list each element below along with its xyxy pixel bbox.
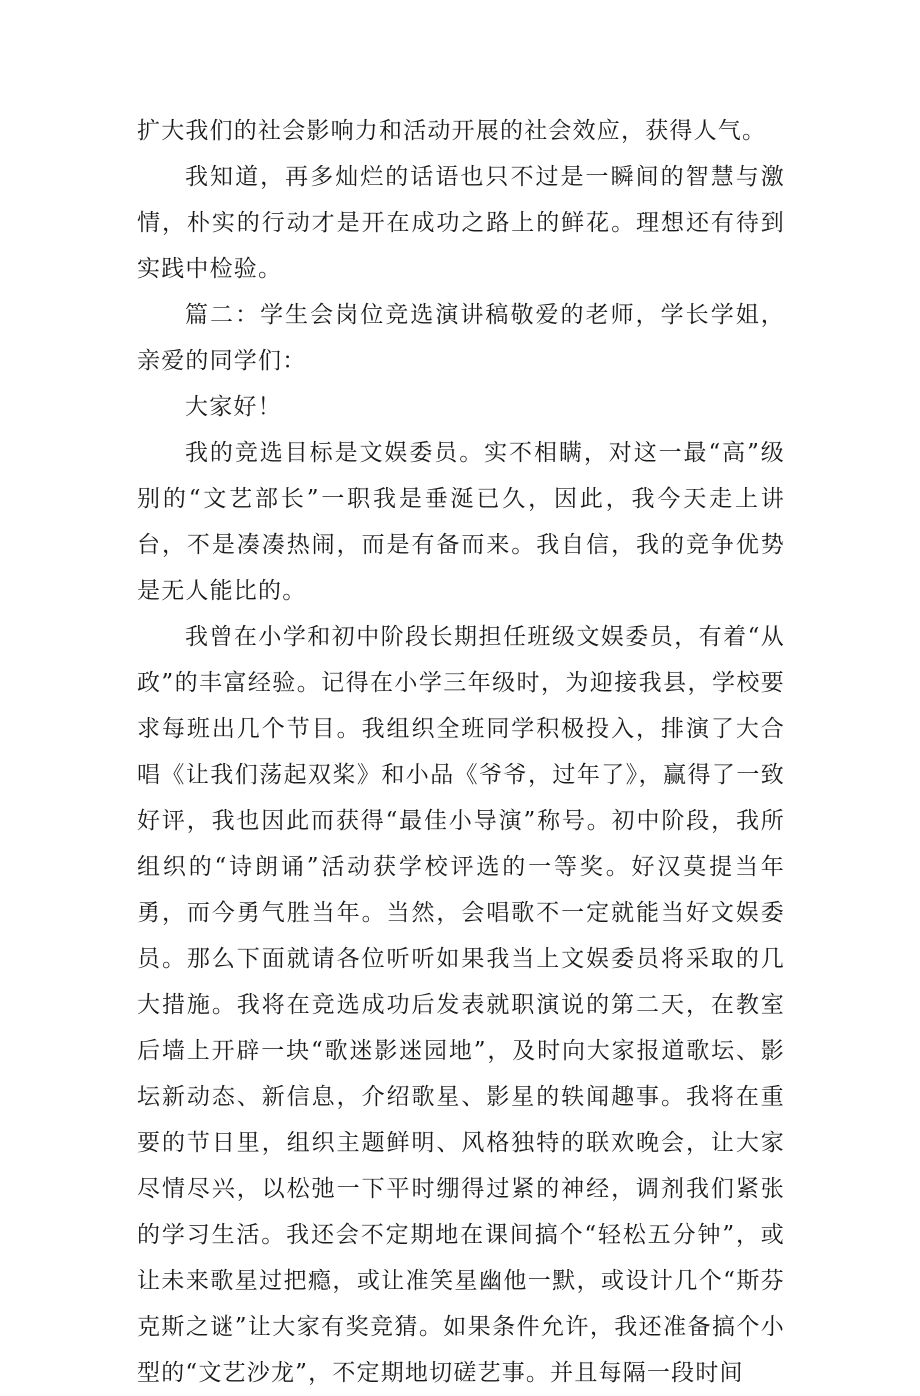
paragraph-continuation: 扩大我们的社会影响力和活动开展的社会效应，获得人气。 bbox=[137, 118, 767, 144]
paragraph-action: 我知道，再多灿烂的话语也只不过是一瞬间的智慧与激情，朴实的行动才是开在成功之路上的鲜花。理想还有待到实践中检验。 bbox=[137, 164, 785, 282]
paragraph-experience: 我曾在小学和初中阶段长期担任班级文娱委员，有着“从政”的丰富经验。记得在小学三年级时，为迎接我县，学校要求每班出几个节目。我组织全班同学积极投入，排演了大合唱《让我们荡起双桨》和小品《爷爷，过年了》，赢得了一致好评，我也因此而获得“最佳小导演”称号。初中阶段，我所组织的“诗朗诵”活动获学校评选的一等奖。好汉莫提当年勇，而今勇气胜当年。当然，会唱歌不一定就能当好文娱委员。那么下面就请各位听听如果我当上文娱委员将采取的几大措施。我将在竞选成功后发表就职演说的第二天，在教室后墙上开辟一块“歌迷影迷园地”，及时向大家报道歌坛、影坛新动态、新信息，介绍歌星、影星的轶闻趣事。我将在重要的节日里，组织主题鲜明、风格独特的联欢晚会，让大家尽情尽兴，以松弛一下平时绷得过紧的神经，调剂我们紧张的学习生活。我还会不定期地在课间搞个“轻松五分钟”，或让未来歌星过把瘾，或让准笑星幽他一默，或设计几个“斯芬克斯之谜”让大家有奖竞猜。如果条件允许，我还准备搞个小型的“文艺沙龙”，不定期地切磋艺事。并且每隔一段时间 bbox=[137, 624, 785, 1386]
paragraph-chapter-two-title: 篇二：学生会岗位竞选演讲稿敬爱的老师，学长学姐，亲爱的同学们： bbox=[137, 302, 785, 374]
paragraph-greeting: 大家好！ bbox=[185, 394, 282, 420]
document-page bbox=[137, 108, 785, 1396]
paragraph-goal: 我的竞选目标是文娱委员。实不相瞒，对这一最“高”级别的“文艺部长”一职我是垂涎已久，因此，我今天走上讲台，不是凑凑热闹，而是有备而来。我自信，我的竞争优势是无人能比的。 bbox=[137, 440, 785, 604]
